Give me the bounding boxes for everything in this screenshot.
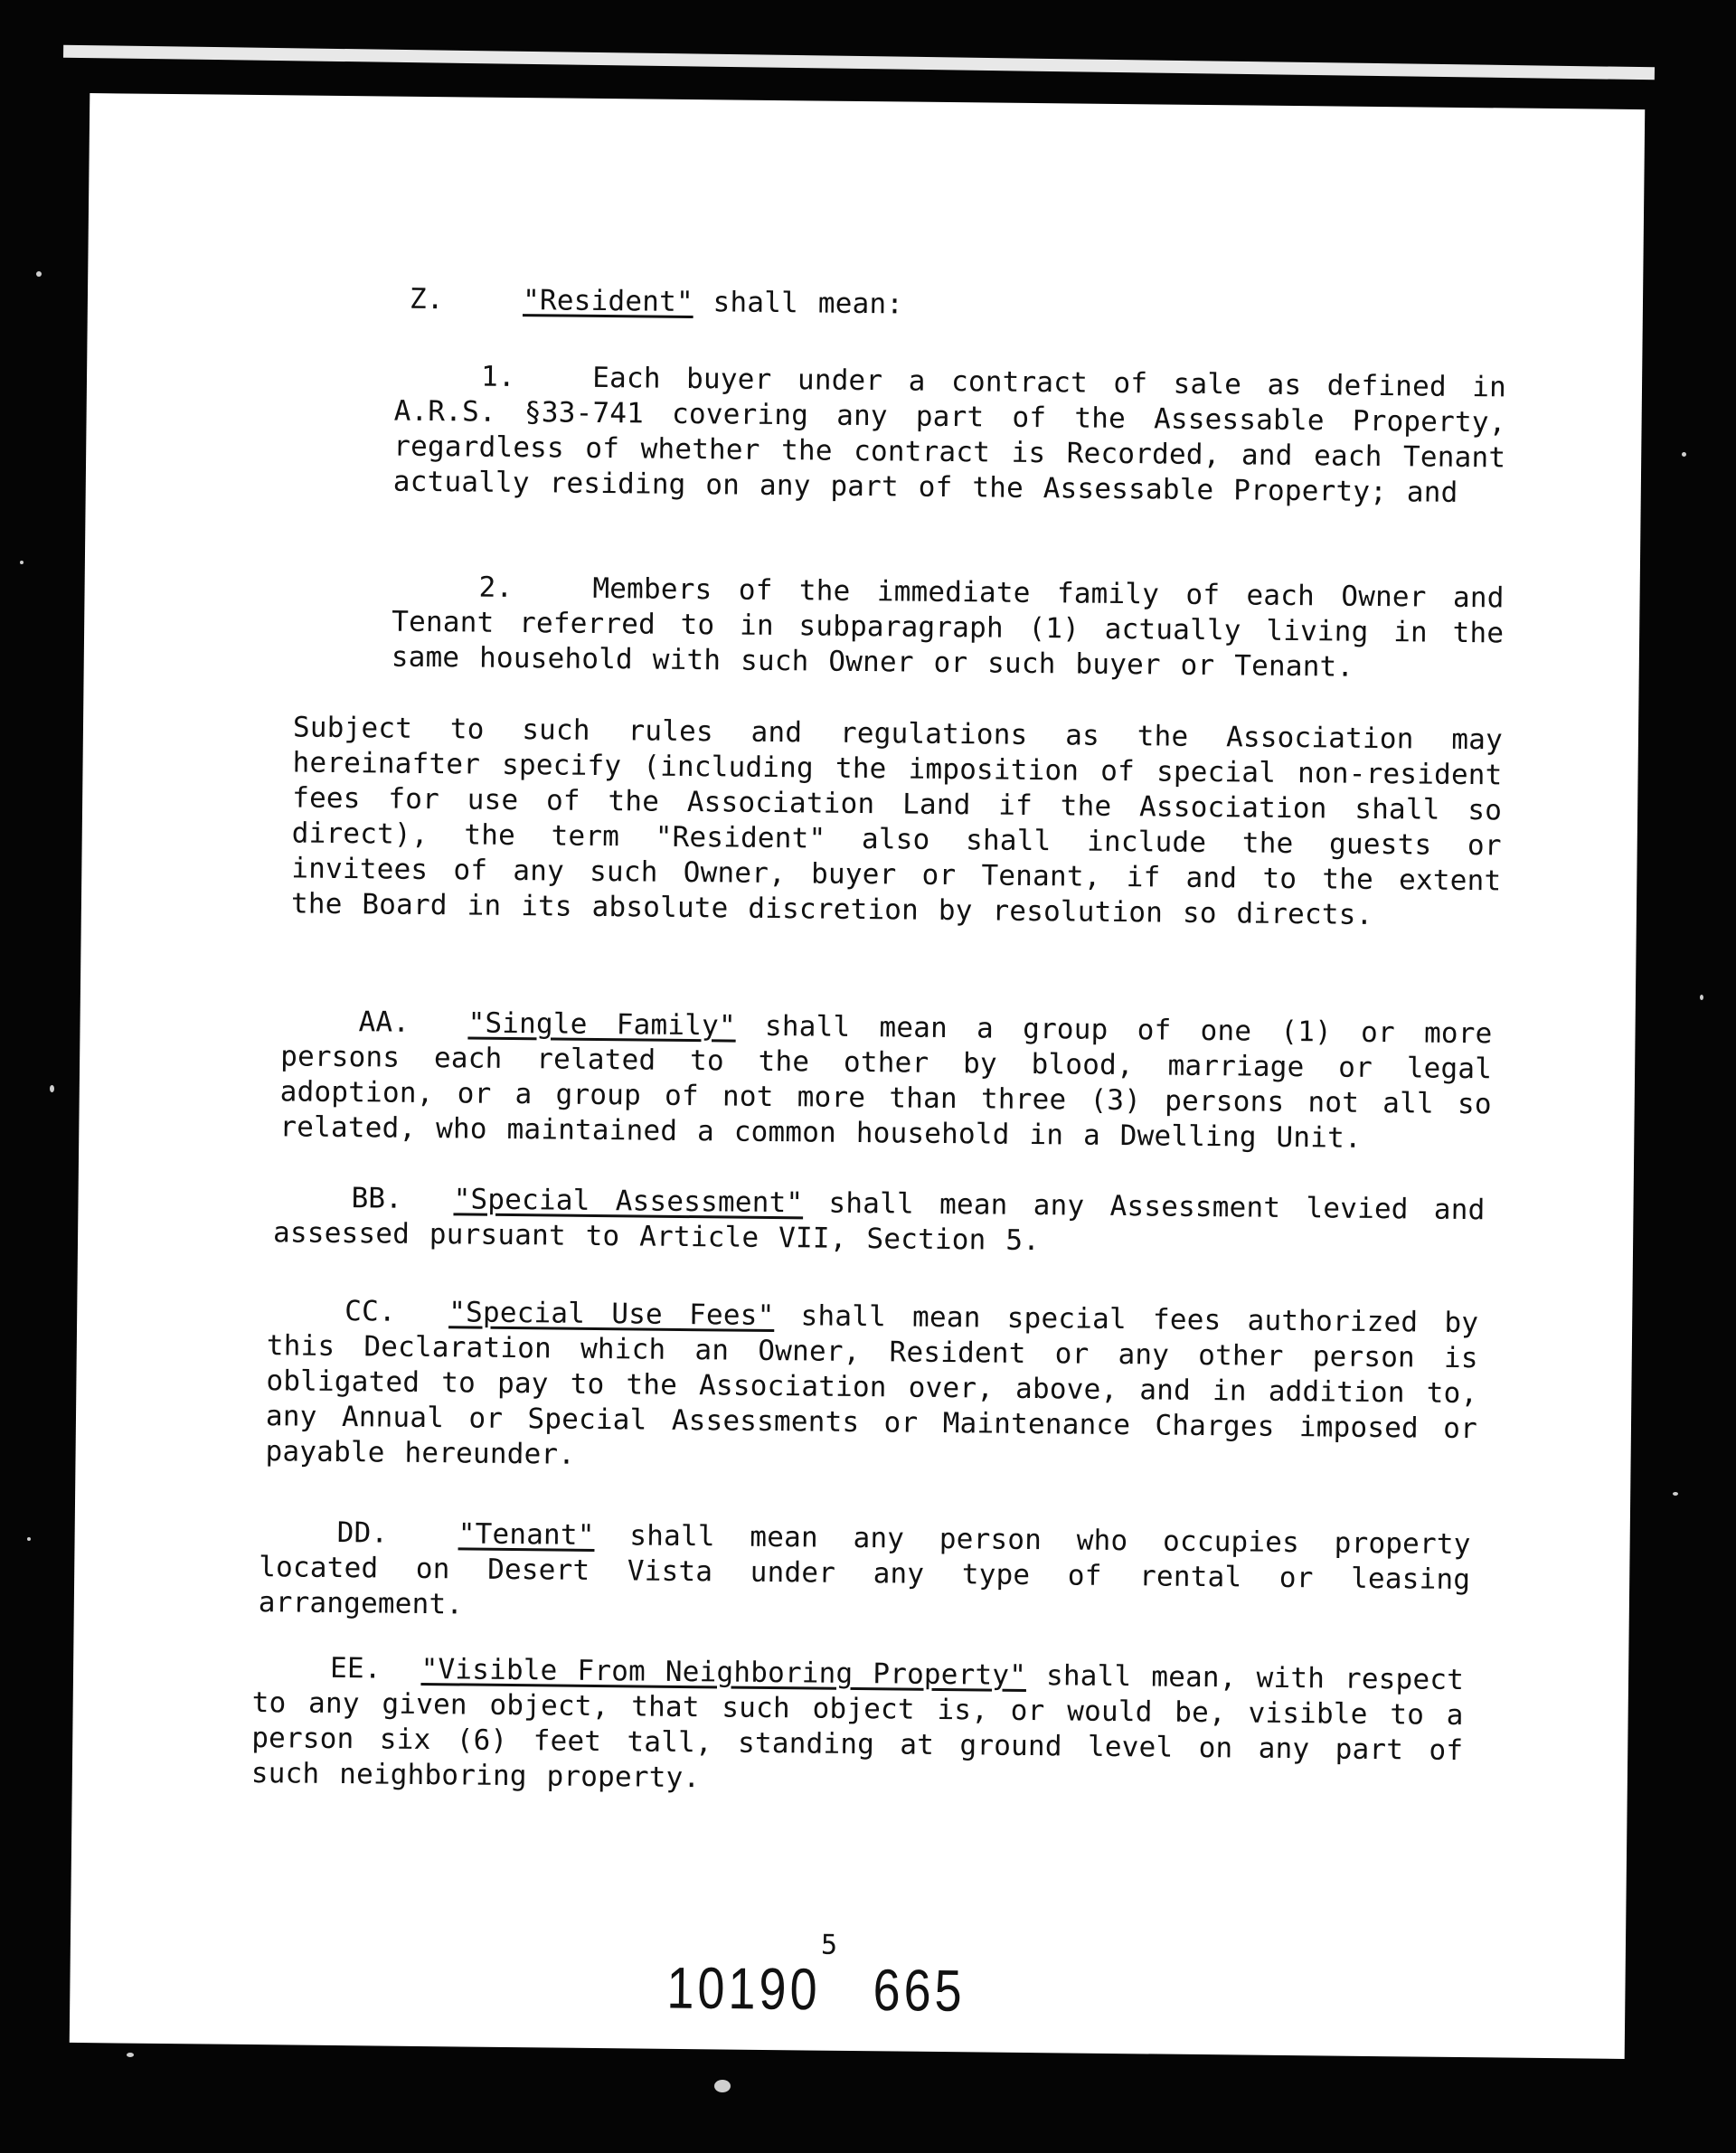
definition-label: AA. — [358, 1006, 410, 1039]
definition-bb — [273, 1180, 1486, 1263]
defined-term: "Special Assessment" — [453, 1183, 804, 1220]
scan-speck — [1700, 995, 1703, 1000]
definition-label: BB. — [351, 1182, 403, 1215]
item-number: 1. — [480, 360, 515, 393]
resident-paragraph: Subject to such rules and regulations as the Association may hereinafter specify (including the imposition of special non-resident fees for use of the Association Land if the Association shall so direct), the term "Resident" also shall include the guests or invitees of any such Owner, buyer or Tenant, if and to the extent the Board in its absolute discretion by resolution so directs. — [290, 711, 1504, 931]
item-number: 2. — [478, 571, 514, 604]
definition-label: DD. — [336, 1516, 389, 1550]
item-text: Each buyer under a contract of sale as defined in A.R.S. §33-741 covering any part of the Assessable Property, regardless of whether the contract is Recorded, and each Tenant actually residing on any part of the Assessable Property; and — [392, 361, 1507, 509]
definition-label: EE. — [329, 1651, 382, 1686]
definition-text: shall mean special fees authorized by this Declaration which an Owner, Resident or any other person is obligated to pay to the Association over, above, and in addition to, any Annual or Special Assessments or Maintenance Charges imposed or payable hereunder. — [265, 1299, 1479, 1471]
definition-aa — [279, 1004, 1493, 1157]
scan-speck — [50, 1085, 54, 1092]
definition-ee — [251, 1650, 1465, 1804]
defined-term: "Single Family" — [467, 1006, 737, 1043]
definition-text: shall mean, with respect to any given object, that such object is, or would be, visible to a person six (6) feet tall, standing at ground level on any part of such neighboring property. — [250, 1658, 1465, 1795]
scan-speck — [27, 1537, 31, 1541]
stamp-book-number: 10190 — [666, 1955, 821, 2023]
page-number: 5 — [820, 1929, 838, 1961]
definition-text: shall mean any person who occupies property located on Desert Vista under any type of rental or leasing arrangement. — [258, 1518, 1471, 1621]
scan-speck — [1682, 452, 1686, 457]
defined-term: "Special Use Fees" — [448, 1296, 775, 1333]
defined-term: "Visible From Neighboring Property" — [420, 1652, 1027, 1692]
definition-z-item-1 — [393, 359, 1507, 512]
definition-z-item-2 — [392, 570, 1505, 687]
definition-dd — [259, 1515, 1471, 1633]
definition-text: shall mean any Assessment levied and assessed pursuant to Article VII, Section 5. — [272, 1186, 1486, 1258]
scan-speck — [1673, 1492, 1678, 1496]
definition-cc — [265, 1293, 1478, 1482]
defined-term: "Tenant" — [458, 1517, 595, 1552]
defined-term: "Resident" — [522, 284, 693, 319]
scan-speck — [20, 561, 24, 564]
scan-speck — [714, 2080, 731, 2092]
definition-text: shall mean: — [693, 286, 904, 321]
definition-text: shall mean a group of one (1) or more persons each related to the other by blood, marriage or legal adoption, or a group of not more than three (3) persons not all so related, who maintained a common household in a Dwelling Unit. — [279, 1009, 1493, 1155]
scan-speck — [127, 2053, 134, 2057]
item-text: Members of the immediate family of each Owner and Tenant referred to in subparagraph (1) actually living in the same household with such Owner or such buyer or Tenant. — [391, 571, 1505, 684]
document-page — [70, 93, 1645, 2059]
paper-top-edge — [63, 45, 1655, 80]
scan-speck — [36, 271, 42, 277]
page-content — [70, 93, 1645, 2059]
definition-label: CC. — [344, 1295, 397, 1328]
definition-z — [410, 282, 1495, 329]
recording-stamp — [666, 1955, 1018, 2026]
stamp-page-number: 665 — [873, 1958, 967, 2025]
definition-label: Z. — [409, 282, 444, 316]
